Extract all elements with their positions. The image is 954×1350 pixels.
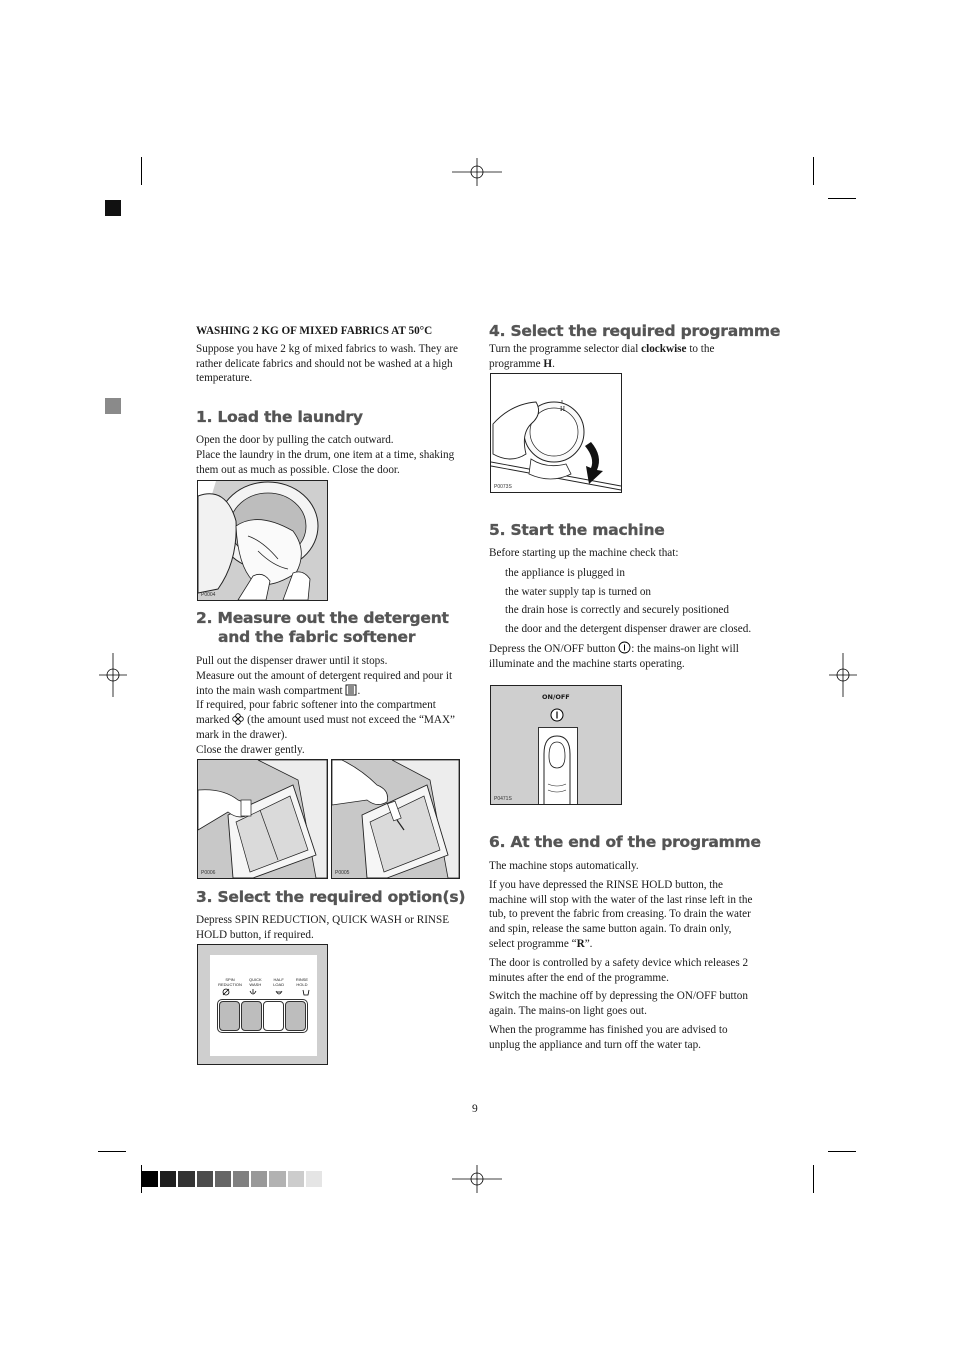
registration-mark-bottom [452, 1165, 502, 1193]
s2-line2a: Measure out the amount of detergent required and pour it into the main wash compartment [196, 669, 453, 697]
drawer-illustration-a [198, 760, 327, 878]
s2-line3 [196, 698, 464, 742]
power-button-icon [618, 641, 631, 654]
section-5-text [489, 546, 761, 672]
figure-drawer-detergent [197, 759, 328, 879]
registration-mark-left [99, 653, 127, 697]
section-1-title: 1. Load the laundry [196, 408, 363, 426]
figure-code: P0073S [494, 484, 512, 490]
figure-drawer-softener [331, 759, 460, 879]
figure-code: P0471S [494, 796, 512, 802]
grey-square-marker [105, 398, 121, 414]
crop-mark [141, 157, 142, 185]
spin-reduction-icon [222, 988, 230, 996]
s5-depress-b: : the mains-on light will illuminate and the machine starts operating. [489, 642, 739, 670]
s5-intro: Before starting up the machine check that: [489, 547, 679, 559]
s6-p2b: ”. [584, 937, 593, 950]
half-load-button[interactable] [263, 1001, 284, 1031]
section-4-text [489, 342, 757, 372]
s2-line1: Pull out the dispenser drawer until it stops. [196, 655, 388, 667]
s5-depress [489, 641, 761, 672]
quick-wash-button[interactable] [241, 1001, 262, 1031]
s6-p5: When the programme has finished you are advised to unplug the appliance and turn off the water tap. [489, 1023, 728, 1051]
section-6-text [489, 859, 759, 1057]
s2-line2b: . [357, 684, 361, 697]
finger-illustration [542, 734, 572, 804]
rinse-hold-button[interactable] [285, 1001, 306, 1031]
section-2-title [196, 609, 449, 647]
check-item: the drain hose is correctly and securely positioned [505, 604, 729, 617]
section-5-title: 5. Start the machine [489, 521, 665, 539]
section-1-text [196, 433, 464, 477]
figure-option-buttons [197, 944, 328, 1065]
s2-line3b: (the amount used must not exceed the “MAX” mark in the drawer). [196, 714, 455, 741]
s2-line4: Close the drawer gently. [196, 743, 305, 756]
onoff-label: ON/OFF [542, 693, 570, 701]
crop-mark [813, 1165, 814, 1193]
s1-line2: Place the laundry in the drum, one item at a time, shaking them out as much as possible. Close the door. [196, 448, 455, 476]
option-labels [218, 978, 312, 987]
left-column [196, 324, 464, 386]
half-load-icon [275, 988, 283, 996]
s2-line3a: If required, pour fabric softener into the compartment marked [196, 699, 436, 727]
power-icon [550, 708, 564, 722]
drawer-illustration-b [332, 760, 459, 878]
main-wash-compartment-icon [345, 684, 357, 696]
crop-mark [828, 1151, 856, 1152]
s2-title-b: and the fabric softener [218, 628, 416, 646]
spin-reduction-button[interactable] [219, 1001, 240, 1031]
dial-illustration [491, 374, 621, 492]
s4-programme: H [543, 357, 553, 370]
section-2-text [196, 654, 464, 758]
spin-reduction-label: SPIN REDUCTION [218, 977, 242, 987]
s4-text-end: . [552, 357, 555, 370]
registration-mark-right [829, 653, 857, 697]
half-load-label: HALF LOAD [273, 977, 285, 987]
section-3-title: 3. Select the required option(s) [196, 888, 466, 906]
rinse-hold-label: RINSE HOLD [295, 977, 309, 987]
s6-p2-bold: R [576, 937, 585, 950]
s4-text [489, 342, 757, 372]
s6-p3: The door is controlled by a safety device which releases 2 minutes after the end of the programme. [489, 956, 749, 984]
check-item: the water supply tap is turned on [505, 585, 652, 598]
rinse-hold-icon [302, 988, 310, 996]
black-square-marker [105, 200, 121, 216]
s2-line2 [196, 669, 464, 699]
intro-title: WASHING 2 KG OF MIXED FABRICS AT 50°C [196, 325, 433, 337]
s5-check-list [489, 566, 761, 637]
figure-load-laundry [197, 480, 328, 601]
crop-mark [98, 1151, 126, 1152]
fabric-softener-flower-icon [232, 713, 244, 725]
color-calibration-bar [142, 1171, 322, 1187]
s6-p2 [489, 878, 759, 952]
check-item: the appliance is plugged in [505, 566, 625, 579]
s2-title-a: 2. Measure out the detergent [196, 609, 449, 627]
intro-text: Suppose you have 2 kg of mixed fabrics to wash. They are rather delicate fabrics and should not be washed at a high temperature. [196, 342, 459, 385]
registration-mark-top [452, 158, 502, 186]
option-icons [222, 988, 310, 996]
s4-text-b: to the programme [489, 343, 715, 370]
figure-onoff-button [490, 685, 622, 805]
s6-p2a: If you have depressed the RINSE HOLD button, the machine will stop with the water of the last rinse left in the tub, to prevent the fabric from creasing. To drain the water and spin, release the same button again. To drain only, select programme “ [489, 878, 753, 950]
quick-wash-icon [249, 988, 257, 996]
figure-code: P0005 [335, 870, 350, 876]
crop-mark [813, 157, 814, 185]
s3-text: Depress SPIN REDUCTION, QUICK WASH or RINSE HOLD button, if required. [196, 914, 450, 941]
s1-line1: Open the door by pulling the catch outward. [196, 434, 394, 446]
page-number: 9 [472, 1103, 478, 1115]
crop-mark [828, 198, 856, 199]
s4-text-a: Turn the programme selector dial [489, 343, 639, 355]
figure-programme-dial [490, 373, 622, 493]
section-6-title: 6. At the end of the programme [489, 833, 761, 851]
quick-wash-label: QUICK WASH [248, 977, 262, 987]
s4-text-bold: clockwise [641, 343, 687, 355]
laundry-illustration [198, 481, 327, 600]
s6-p4: Switch the machine off by depressing the ON/OFF button again. The mains-on light goes out. [489, 990, 748, 1018]
figure-code: P0006 [201, 870, 216, 876]
section-4-title: 4. Select the required programme [489, 322, 781, 340]
section-3-text [196, 913, 464, 943]
s5-depress-a: Depress the ON/OFF button [489, 642, 616, 655]
dial-h-label: H [560, 405, 566, 413]
button-row [217, 999, 308, 1033]
figure-code: P0004 [201, 592, 216, 598]
s6-p1: The machine stops automatically. [489, 860, 639, 872]
check-item: the door and the detergent dispenser drawer are closed. [505, 623, 752, 636]
